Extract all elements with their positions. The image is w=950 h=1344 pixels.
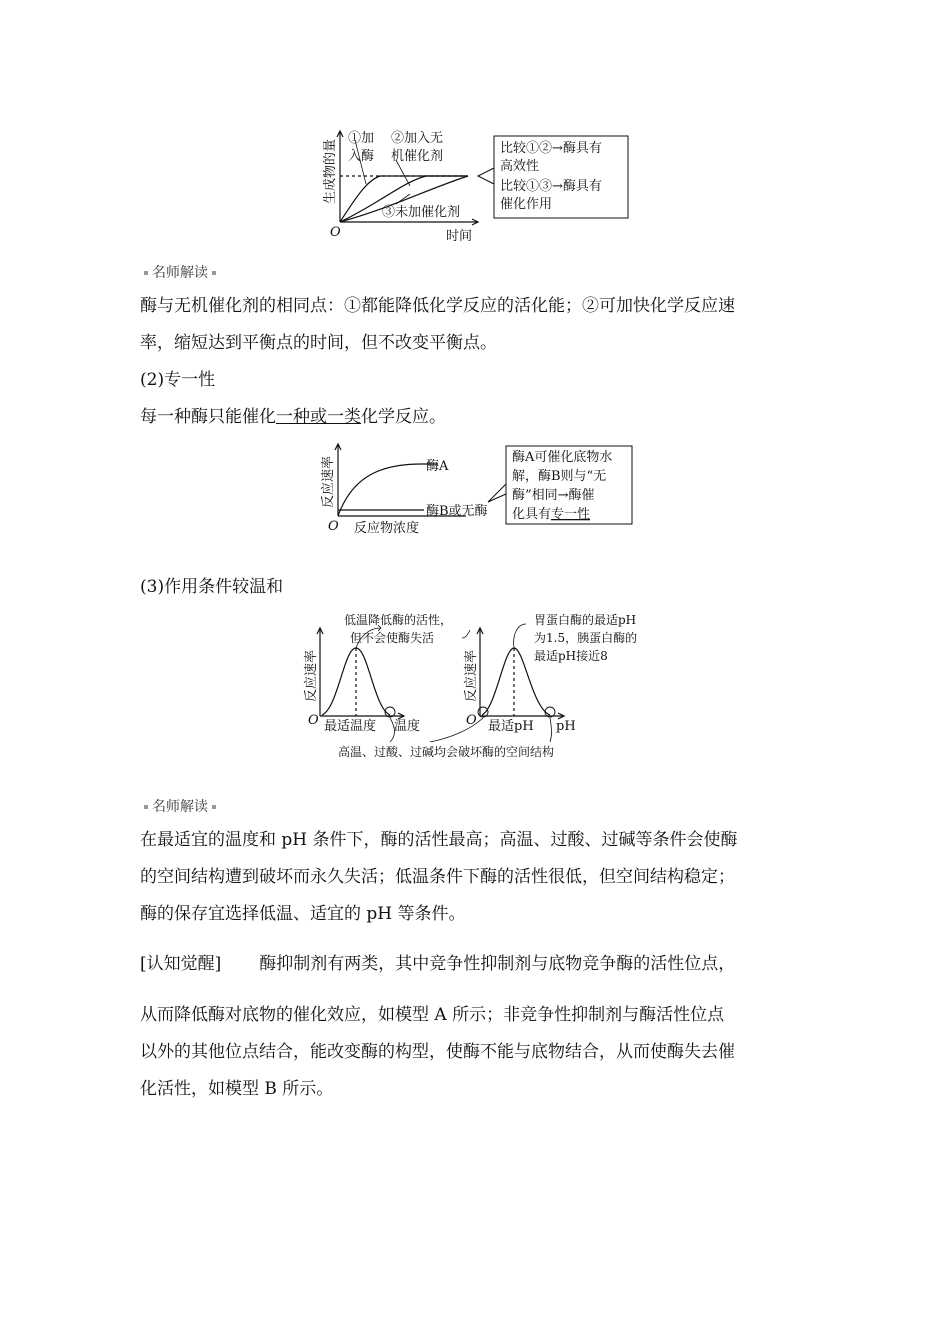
figure-specificity [316,440,640,536]
fig3-left-x: 温度 [394,719,421,734]
insight-line2: 从而降低酶对底物的催化效应，如模型 A 所示；非竞争性抑制剂与酶活性位点 [140,1005,725,1025]
sec2-line: 每一种酶只能催化一种或一类化学反应。 [140,407,446,427]
fig3-left-note2: 但不会使酶失活 [350,631,435,645]
fig2-origin: O [328,519,339,534]
fig3-right-note3: 最适pH接近8 [534,649,608,663]
fig3-left-origin: O [308,713,319,728]
fig3-right-origin: O [466,713,477,728]
sec2-title: (2)专一性 [140,370,216,390]
fig1-label-2a: ②加入无 [391,131,444,146]
note1-header: 名师解读 [140,262,220,282]
fig3-right-ylabel: 反应速率 [464,649,479,702]
fig2-box-line4: 化具有专一性 [512,507,591,522]
fig1-origin: O [330,225,341,240]
fig1-ylabel: 生成物的量 [323,138,338,204]
figure-catalysis-efficiency [318,124,638,246]
fig3-right-xopt: 最适pH [488,719,534,734]
fig2-box-line1: 酶A可催化底物水 [512,450,613,465]
note1-line1: 酶与无机催化剂的相同点：①都能降低化学反应的活化能；②可加快化学反应速 [140,296,735,316]
fig2-xlabel: 反应物浓度 [354,521,420,536]
fig3-right-note1: 胃蛋白酶的最适pH [534,613,637,627]
fig3-left-ylabel: 反应速率 [304,649,319,702]
fig2-box-line2: 解，酶B则与“无 [512,469,607,484]
note2-line2: 的空间结构遭到破坏而永久失活；低温条件下酶的活性很低，但空间结构稳定； [140,867,735,887]
fig3-left-xopt: 最适温度 [324,719,377,734]
insight-line3: 以外的其他位点结合，能改变酶的构型，使酶不能与底物结合，从而使酶失去催 [140,1042,735,1062]
fig3-right-note2: 为1.5，胰蛋白酶的 [534,631,638,645]
fig1-xlabel: 时间 [446,229,473,244]
insight-tag: [认知觉醒] [140,954,222,974]
insight-line4: 化活性，如模型 B 所示。 [140,1079,334,1099]
fig2-box-line3: 酶”相同→酶催 [512,488,595,503]
fig3-right-x: pH [556,719,576,734]
fig1-box-line3: 比较①③→酶具有 [500,179,602,194]
insight-line1: [认知觉醒] 酶抑制剂有两类，其中竞争性抑制剂与底物竞争酶的活性位点， [140,954,736,974]
fig2-ylabel: 反应速率 [321,455,336,508]
fig2-curveB: 酶B或无酶 [426,504,488,519]
note1-line2: 率，缩短达到平衡点的时间，但不改变平衡点。 [140,333,497,353]
fig1-box-line1: 比较①②→酶具有 [500,141,602,156]
fig1-label-2b: 机催化剂 [391,149,444,164]
note2-line3: 酶的保存宜选择低温、适宜的 pH 等条件。 [140,904,466,924]
note2-header: 名师解读 [140,796,220,816]
fig3-bottom-note: 高温、过酸、过碱均会破坏酶的空间结构 [338,745,555,759]
note2-line1: 在最适宜的温度和 pH 条件下，酶的活性最高；高温、过酸、过碱等条件会使酶 [140,830,738,850]
fig1-box-line4: 催化作用 [500,197,553,212]
fig1-label-1b: 入酶 [348,149,375,164]
fig1-label-3: ③未加催化剂 [382,205,461,220]
fig1-label-1a: ①加 [348,131,375,146]
figure-conditions [300,608,670,764]
fig3-left-note1: 低温降低酶的活性， [344,613,453,627]
fig2-curveA: 酶A [426,459,449,474]
fig1-box-line2: 高效性 [500,159,540,174]
sec3-title: (3)作用条件较温和 [140,577,284,597]
